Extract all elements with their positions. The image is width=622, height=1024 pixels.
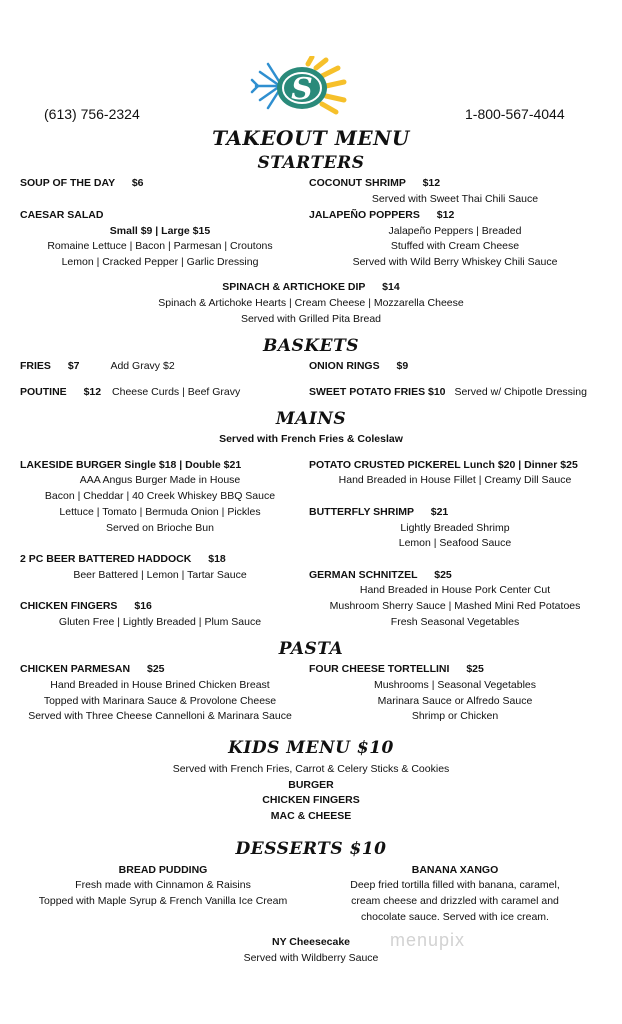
item-extra: Add Gravy $2 xyxy=(110,360,175,372)
tortellini-desc-3: Shrimp or Chicken xyxy=(411,710,499,722)
desserts-heading: DESSERTS $10 xyxy=(235,839,387,859)
jalapeno-desc-1: Jalapeño Peppers | Breaded xyxy=(388,225,522,237)
onion-rings xyxy=(309,358,408,374)
jalapeno-desc-3: Served with Wild Berry Whiskey Chili Sauce xyxy=(352,256,558,268)
item-price: $12 xyxy=(83,386,102,398)
item-name: CHICKEN PARMESAN xyxy=(20,663,131,675)
coconut-desc: Served with Sweet Thai Chili Sauce xyxy=(371,193,539,205)
item-price: $21 xyxy=(430,506,449,518)
item-name: ONION RINGS xyxy=(309,360,380,372)
item-price: $25 xyxy=(146,663,165,675)
sun-snowflake-logo-icon xyxy=(246,56,358,116)
jalapeno-poppers xyxy=(309,207,454,223)
mains-heading: MAINS xyxy=(275,409,347,429)
burger-desc-1: AAA Angus Burger Made in House xyxy=(79,474,241,486)
pasta-heading: PASTA xyxy=(278,639,344,659)
item-name: SOUP OF THE DAY xyxy=(20,177,115,189)
item-name: CHICKEN FINGERS xyxy=(20,600,118,612)
soup-of-the-day xyxy=(20,175,144,191)
butterfly-desc-1: Lightly Breaded Shrimp xyxy=(400,522,510,534)
watermark: menupix xyxy=(390,930,466,950)
phone-right: 1-800-567-4044 xyxy=(465,106,565,122)
item-name: SPINACH & ARTICHOKE DIP xyxy=(222,281,366,293)
item-price: $18 xyxy=(208,553,226,565)
page-title: TAKEOUT MENU xyxy=(212,126,410,150)
xango-desc-3: chocolate sauce. Served with ice cream. xyxy=(361,911,549,923)
sweet-potato-fries xyxy=(309,384,587,400)
tortellini-desc-1: Mushrooms | Seasonal Vegetables xyxy=(373,679,537,691)
item-price: $7 xyxy=(67,360,80,372)
item-desc: Cheese Curds | Beef Gravy xyxy=(112,386,241,398)
schnitzel-desc-1: Hand Breaded in House Pork Center Cut xyxy=(359,584,551,596)
xango-desc-2: cream cheese and drizzled with caramel and xyxy=(351,895,559,907)
lakeside-burger: LAKESIDE BURGER Single $18 | Double $21 xyxy=(20,459,242,471)
pickerel-desc: Hand Breaded in House Fillet | Creamy Dill Sauce xyxy=(338,474,572,486)
butterfly-shrimp xyxy=(309,504,448,520)
caesar-sizes: Small $9 | Large $15 xyxy=(109,225,211,237)
burger-desc-3: Lettuce | Tomato | Bermuda Onion | Pickles xyxy=(59,506,261,518)
item-name: JALAPEÑO POPPERS xyxy=(309,209,420,221)
fries xyxy=(20,358,175,374)
item-name: POUTINE xyxy=(20,386,67,398)
logo-letter: S xyxy=(291,72,313,107)
item-name: FOUR CHEESE TORTELLINI xyxy=(309,663,450,675)
tortellini-desc-2: Marinara Sauce or Alfredo Sauce xyxy=(377,695,533,707)
haddock-desc: Beer Battered | Lemon | Tartar Sauce xyxy=(73,569,247,581)
german-schnitzel xyxy=(309,567,452,583)
item-price: $14 xyxy=(382,281,400,293)
burger-desc-2: Bacon | Cheddar | 40 Creek Whiskey BBQ Sauce xyxy=(44,490,276,502)
banana-xango: BANANA XANGO xyxy=(411,864,499,876)
ny-cheesecake: NY Cheesecake xyxy=(271,936,351,948)
item-desc: Served w/ Chipotle Dressing xyxy=(454,386,587,398)
item-name: 2 PC BEER BATTERED HADDOCK xyxy=(20,553,192,565)
item-price: $12 xyxy=(422,177,441,189)
parmesan-desc-2: Topped with Marinara Sauce & Provolone Cheese xyxy=(43,695,277,707)
pudding-desc-2: Topped with Maple Syrup & French Vanilla Ice Cream xyxy=(38,895,288,907)
phone-left: (613) 756-2324 xyxy=(44,106,140,122)
beer-battered-haddock xyxy=(20,551,226,567)
burger-desc-4: Served on Brioche Bun xyxy=(106,522,214,534)
schnitzel-desc-3: Fresh Seasonal Vegetables xyxy=(390,616,520,628)
item-price: $12 xyxy=(436,209,455,221)
item-price: $25 xyxy=(434,569,452,581)
item-name: SWEET POTATO FRIES $10 xyxy=(309,386,446,398)
jalapeno-desc-2: Stuffed with Cream Cheese xyxy=(390,240,520,252)
item-price: $9 xyxy=(396,360,409,372)
item-price: $25 xyxy=(466,663,484,675)
butterfly-desc-2: Lemon | Seafood Sauce xyxy=(398,537,512,549)
kids-item: BURGER xyxy=(288,779,334,791)
fingers-desc: Gluten Free | Lightly Breaded | Plum Sauce xyxy=(58,616,262,628)
parmesan-desc-1: Hand Breaded in House Brined Chicken Breast xyxy=(50,679,270,691)
logo xyxy=(246,56,358,116)
item-price: $6 xyxy=(131,177,144,189)
schnitzel-desc-2: Mushroom Sherry Sauce | Mashed Mini Red Potatoes xyxy=(329,600,581,612)
potato-crusted-pickerel: POTATO CRUSTED PICKEREL Lunch $20 | Dinner $25 xyxy=(309,459,578,471)
item-name: BUTTERFLY SHRIMP xyxy=(309,506,414,518)
kids-menu-heading: KIDS MENU $10 xyxy=(228,738,394,758)
starters-heading: STARTERS xyxy=(257,153,365,173)
xango-desc-1: Deep fried tortilla filled with banana, caramel, xyxy=(350,879,560,891)
spinach-dip xyxy=(0,279,622,295)
chicken-parmesan xyxy=(20,661,165,677)
bread-pudding: BREAD PUDDING xyxy=(118,864,208,876)
caesar-salad: CAESAR SALAD xyxy=(20,209,104,221)
item-name: FRIES xyxy=(20,360,51,372)
poutine xyxy=(20,384,240,400)
kids-item: MAC & CHEESE xyxy=(270,810,352,822)
kids-subtitle: Served with French Fries, Carrot & Celery Sticks & Cookies xyxy=(172,763,450,775)
pudding-desc-1: Fresh made with Cinnamon & Raisins xyxy=(75,879,251,891)
four-cheese-tortellini xyxy=(309,661,484,677)
item-name: COCONUT SHRIMP xyxy=(309,177,406,189)
item-name: GERMAN SCHNITZEL xyxy=(309,569,418,581)
spinach-desc-2: Served with Grilled Pita Bread xyxy=(240,313,382,325)
caesar-desc-2: Lemon | Cracked Pepper | Garlic Dressing xyxy=(61,256,259,268)
coconut-shrimp xyxy=(309,175,440,191)
cheesecake-desc: Served with Wildberry Sauce xyxy=(243,952,379,964)
chicken-fingers xyxy=(20,598,152,614)
caesar-desc-1: Romaine Lettuce | Bacon | Parmesan | Croutons xyxy=(47,240,273,252)
spinach-desc-1: Spinach & Artichoke Hearts | Cream Cheese | Mozzarella Cheese xyxy=(158,297,464,309)
baskets-heading: BASKETS xyxy=(263,336,359,356)
mains-subtitle: Served with French Fries & Coleslaw xyxy=(219,433,403,445)
kids-item: CHICKEN FINGERS xyxy=(262,794,360,806)
parmesan-desc-3: Served with Three Cheese Cannelloni & Marinara Sauce xyxy=(28,710,292,722)
item-price: $16 xyxy=(134,600,152,612)
